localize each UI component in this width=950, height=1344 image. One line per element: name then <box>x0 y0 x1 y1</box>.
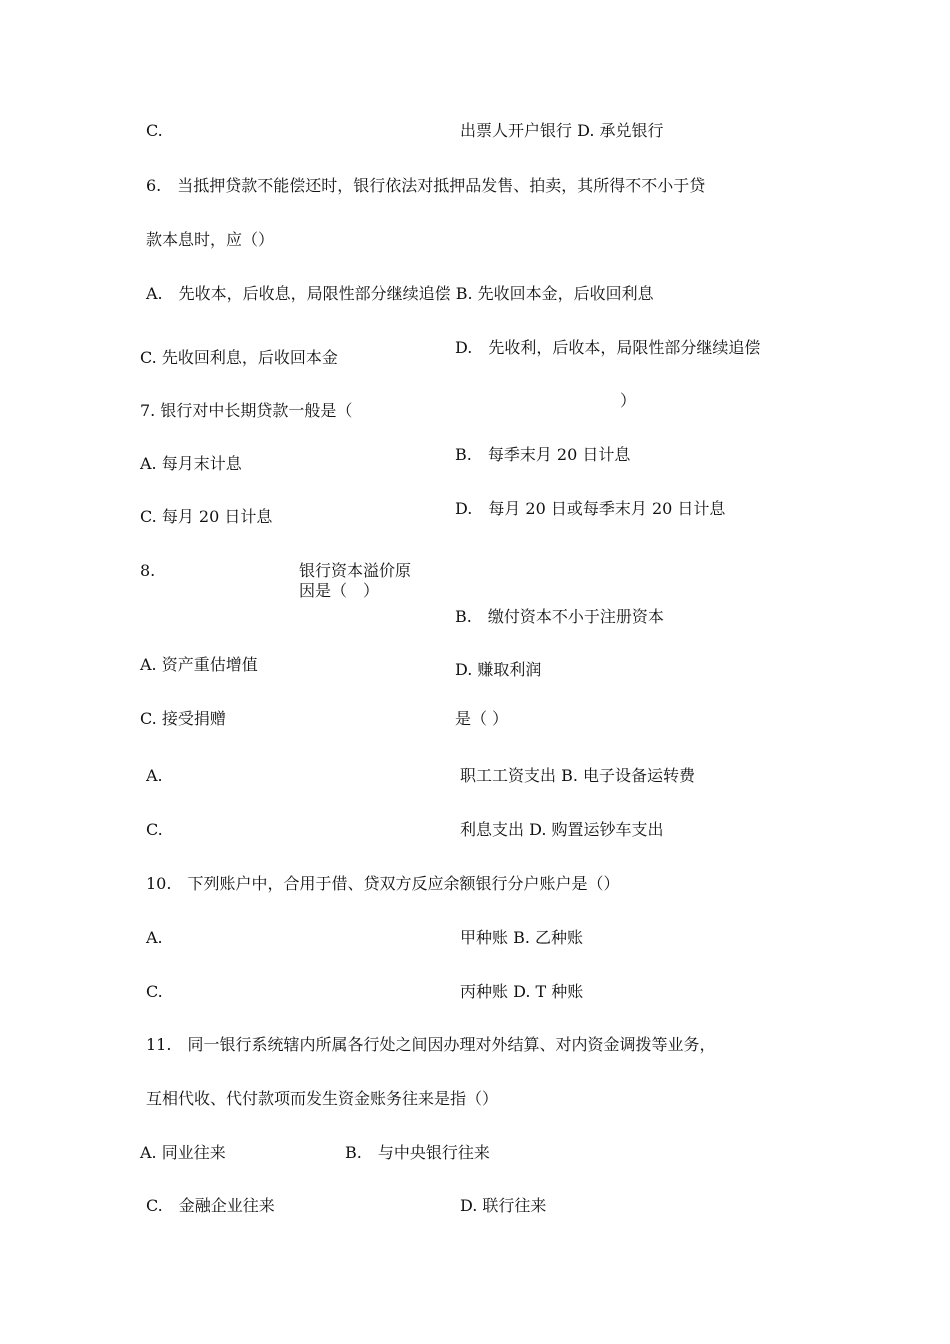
q6-closing-paren: ） <box>620 391 637 410</box>
q8-option-b: B. 缴付资本不小于注册资本 <box>455 607 664 626</box>
q9-option-a-marker: A. <box>146 766 163 785</box>
q8-option-c: C. 接受捐赠 <box>140 709 226 728</box>
q5-option-c-marker: C. <box>146 121 163 140</box>
q11-option-c: C. 金融企业往来 <box>146 1196 275 1215</box>
q6-stem-line1: 6. 当抵押贷款不能偿还时，银行依法对抵押品发售、拍卖，其所得不不小于贷 <box>146 176 706 195</box>
q9-option-a-text: 职工工资支出 B. 电子设备运转费 <box>460 766 696 785</box>
q10-option-c-text: 丙种账 D. T 种账 <box>460 982 584 1001</box>
q11-stem-line2: 互相代收、代付款项而发生资金账务往来是指（） <box>146 1089 499 1108</box>
q10-option-a-marker: A. <box>146 928 163 947</box>
q7-option-a: A. 每月末计息 <box>140 454 242 473</box>
q10-option-a-text: 甲种账 B. 乙种账 <box>460 928 584 947</box>
q8-stem: 银行资本溢价原因是（ ） <box>299 561 412 600</box>
q8-option-d: D. 赚取利润 <box>455 660 542 679</box>
q7-option-c: C. 每月 20 日计息 <box>140 507 273 526</box>
q8-option-a: A. 资产重估增值 <box>140 655 258 674</box>
q10-option-c-marker: C. <box>146 982 163 1001</box>
q8-number: 8. <box>140 561 156 580</box>
q6-option-ab: A. 先收本，后收息，局限性部分继续追偿 B. 先收回本金，后收回利息 <box>146 284 654 303</box>
q10-stem: 10. 下列账户中，合用于借、贷双方反应余额银行分户账户是（） <box>146 874 620 893</box>
q11-stem-line1: 11. 同一银行系统辖内所属各行处之间因办理对外结算、对内资金调拨等业务， <box>146 1035 716 1054</box>
q9-option-c-text: 利息支出 D. 购置运钞车支出 <box>460 820 664 839</box>
q9-stem-fragment: 是（ ） <box>455 709 509 728</box>
q6-option-d: D. 先收利，后收本，局限性部分继续追偿 <box>455 338 761 357</box>
q11-option-a: A. 同业往来 <box>140 1143 226 1162</box>
q9-option-c-marker: C. <box>146 820 163 839</box>
q11-option-b: B. 与中央银行往来 <box>345 1143 490 1162</box>
q7-option-d: D. 每月 20 日或每季末月 20 日计息 <box>455 499 726 518</box>
q6-stem-line2: 款本息时，应（） <box>146 230 275 249</box>
q11-option-d: D. 联行往来 <box>460 1196 547 1215</box>
q6-option-c: C. 先收回利息，后收回本金 <box>140 348 338 367</box>
q7-stem: 7. 银行对中长期贷款一般是（ <box>140 401 353 420</box>
q5-option-c-text: 出票人开户银行 D. 承兑银行 <box>460 121 664 140</box>
q7-option-b: B. 每季末月 20 日计息 <box>455 445 631 464</box>
